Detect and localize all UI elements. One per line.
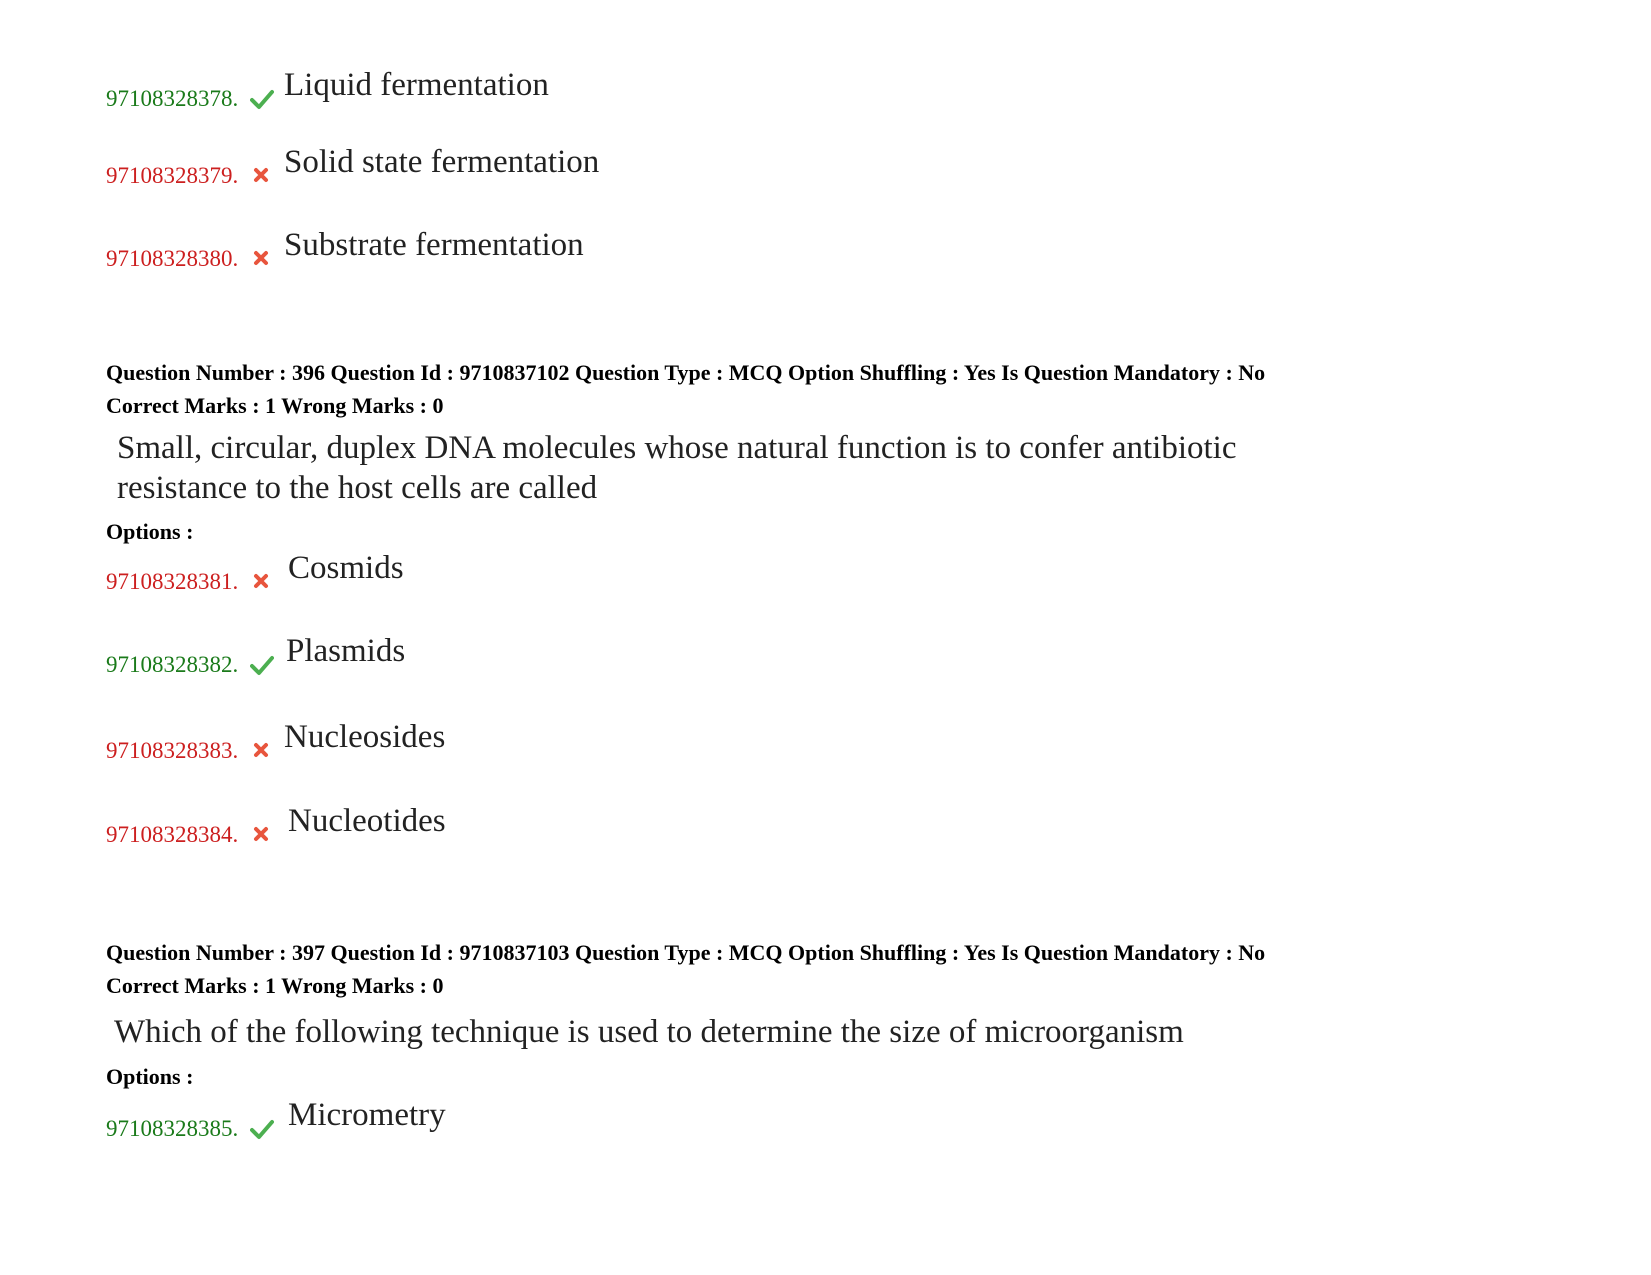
options-label: Options :	[106, 519, 194, 544]
option-text: Liquid fermentation	[284, 67, 549, 103]
question-marks: Correct Marks : 1 Wrong Marks : 0	[106, 393, 444, 418]
option-id: 97108328383.	[106, 738, 239, 763]
option-text: Solid state fermentation	[284, 144, 600, 180]
option-id: 97108328379.	[106, 163, 239, 188]
cross-icon	[250, 824, 274, 846]
question-text-line: resistance to the host cells are called	[117, 470, 598, 506]
option-text: Plasmids	[286, 633, 406, 669]
question-meta: Question Number : 396 Question Id : 9710837102 Question Type : MCQ Option Shuffling : Yes Is Question Mandatory : No	[106, 360, 1266, 385]
option-text: Cosmids	[288, 550, 404, 586]
option-id: 97108328382.	[106, 652, 239, 677]
question-meta: Question Number : 397 Question Id : 9710837103 Question Type : MCQ Option Shuffling : Yes Is Question Mandatory : No	[106, 940, 1266, 965]
cross-icon	[250, 571, 274, 593]
question-header	[106, 356, 1265, 422]
option-id: 97108328385.	[106, 1116, 239, 1141]
option-id: 97108328384.	[106, 822, 239, 847]
cross-icon	[250, 165, 274, 187]
option-text: Nucleosides	[284, 719, 446, 755]
option-text: Nucleotides	[288, 803, 446, 839]
option-id: 97108328380.	[106, 246, 239, 271]
question-marks: Correct Marks : 1 Wrong Marks : 0	[106, 973, 444, 998]
option-text: Substrate fermentation	[284, 227, 584, 263]
cross-icon	[250, 740, 274, 762]
check-icon	[250, 654, 274, 676]
options-label: Options :	[106, 1064, 194, 1089]
question-text	[117, 428, 1236, 508]
question-text-line: Which of the following technique is used to determine the size of microorganism	[114, 1014, 1184, 1050]
question-text	[114, 1012, 1184, 1052]
check-icon	[250, 88, 274, 110]
option-text: Micrometry	[288, 1097, 446, 1133]
check-icon	[250, 1118, 274, 1140]
option-id: 97108328381.	[106, 569, 239, 594]
option-id: 97108328378.	[106, 86, 239, 111]
cross-icon	[250, 248, 274, 270]
question-text-line: Small, circular, duplex DNA molecules whose natural function is to confer antibiotic	[117, 430, 1237, 466]
question-header	[106, 936, 1265, 1002]
